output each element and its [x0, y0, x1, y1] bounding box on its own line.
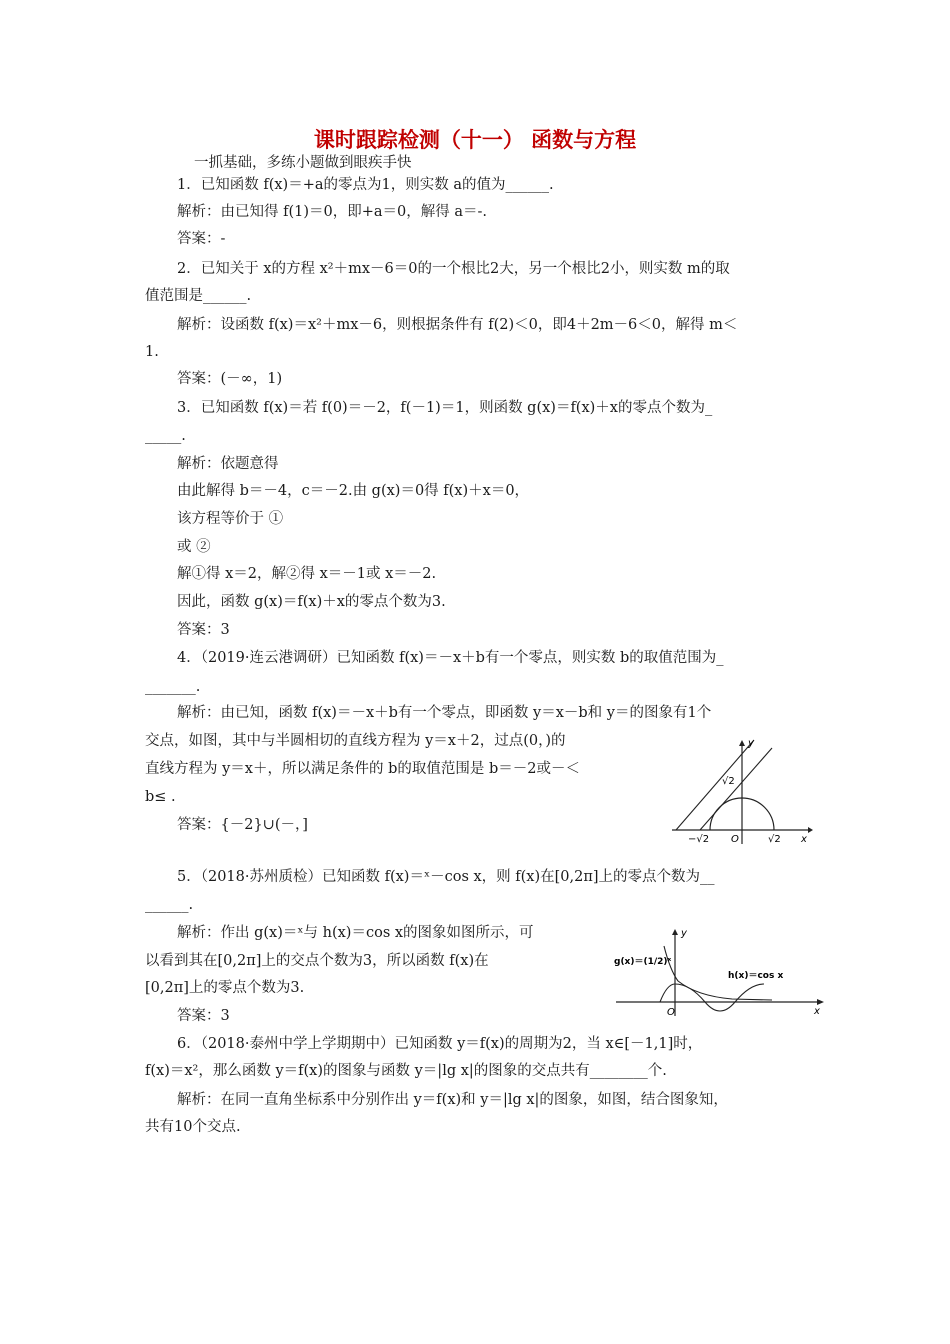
- text-line: 答案：{－2}∪(－，]: [177, 817, 308, 833]
- axis-label-x: x: [801, 834, 807, 845]
- curve-label: g(x)＝(1/2)ˣ: [614, 957, 672, 967]
- text-line: _____.: [145, 428, 186, 444]
- semicircle-figure: [668, 736, 813, 848]
- text-line: 解析：设函数 f(x)＝x²＋mx－6，则根据条件有 f(2)＜0，即4＋2m－6＜0，解得 m＜: [177, 317, 738, 333]
- text-line: 5．（2018·苏州质检）已知函数 f(x)＝ˣ－cos x，则 f(x)在[0,2π]上的零点个数为__: [177, 869, 715, 885]
- axis-label-x: x: [814, 1006, 820, 1017]
- text-line: 答案：3: [177, 622, 230, 638]
- text-line: f(x)＝x²，那么函数 y＝f(x)的图象与函数 y＝|lg x|的图象的交点共有________个.: [145, 1063, 667, 1079]
- text-line: [0,2π]上的零点个数为3.: [145, 980, 305, 996]
- text-line: 解析：由已知，函数 f(x)＝－x＋b有一个零点，即函数 y＝x－b和 y＝的图象有1个: [177, 705, 712, 721]
- text-line: 答案：(－∞，1): [177, 371, 283, 387]
- text-line: 解析：由已知得 f(1)＝0，即+a＝0，解得 a＝-.: [177, 204, 488, 220]
- text-line: 解析：依题意得: [177, 456, 279, 472]
- text-line: 2．已知关于 x的方程 x²＋mx－6＝0的一个根比2大，另一个根比2小，则实数 m的取: [177, 261, 730, 277]
- text-line: 共有10个交点.: [145, 1119, 241, 1135]
- text-line: 直线方程为 y＝x＋，所以满足条件的 b的取值范围是 b＝－2或－＜: [145, 761, 580, 777]
- text-line: 1．已知函数 f(x)＝+a的零点为1，则实数 a的值为______.: [177, 177, 554, 193]
- text-line: b≤ .: [145, 789, 176, 805]
- text-line: 解析：作出 g(x)＝ˣ与 h(x)＝cos x的图象如图所示，可: [177, 925, 534, 941]
- curve-label: h(x)＝cos x: [728, 971, 784, 981]
- text-line: 因此，函数 g(x)＝f(x)＋x的零点个数为3.: [177, 594, 446, 610]
- tick-label: √2: [768, 834, 781, 845]
- tick-label: −√2: [688, 834, 710, 845]
- page-title: 课时跟踪检测（十一） 函数与方程: [313, 128, 637, 152]
- text-line: 以看到其在[0,2π]上的交点个数为3，所以函数 f(x)在: [145, 953, 489, 969]
- origin-label: O: [667, 1007, 675, 1018]
- text-line: 解①得 x＝2，解②得 x＝－1或 x＝－2.: [177, 566, 437, 582]
- text-line: 或 ②: [177, 539, 211, 555]
- text-line: _______.: [145, 679, 201, 695]
- text-line: 由此解得 b＝－4，c＝－2.由 g(x)＝0得 f(x)＋x＝0，: [177, 483, 530, 499]
- text-line: 6．（2018·泰州中学上学期期中）已知函数 y＝f(x)的周期为2，当 x∈[－1,1]时，: [177, 1036, 703, 1052]
- text-line: 1.: [145, 344, 159, 360]
- axis-label-y: y: [681, 928, 687, 939]
- text-line: 答案：-: [177, 231, 226, 247]
- text-line: 3．已知函数 f(x)＝若 f(0)＝－2，f(－1)＝1，则函数 g(x)＝f(x)＋x的零点个数为_: [177, 400, 713, 416]
- text-line: 解析：在同一直角坐标系中分别作出 y＝f(x)和 y＝|lg x|的图象，如图，结合图象知，: [177, 1092, 728, 1108]
- tick-label: √2: [722, 776, 735, 787]
- axis-label-y: y: [748, 738, 754, 749]
- text-line: 交点，如图，其中与半圆相切的直线方程为 y＝x＋2，过点(0，)的: [145, 733, 566, 749]
- text-line: ______.: [145, 897, 194, 913]
- section-subtitle: 一抓基础，多练小题做到眼疾手快: [194, 155, 412, 171]
- text-line: 4．（2019·连云港调研）已知函数 f(x)＝－x＋b有一个零点，则实数 b的取值范围为_: [177, 650, 724, 666]
- origin-label: O: [731, 834, 739, 845]
- text-line: 答案：3: [177, 1008, 230, 1024]
- text-line: 值范围是______.: [145, 288, 252, 304]
- text-line: 该方程等价于 ①: [177, 511, 284, 527]
- function-graph-figure: [612, 926, 827, 1018]
